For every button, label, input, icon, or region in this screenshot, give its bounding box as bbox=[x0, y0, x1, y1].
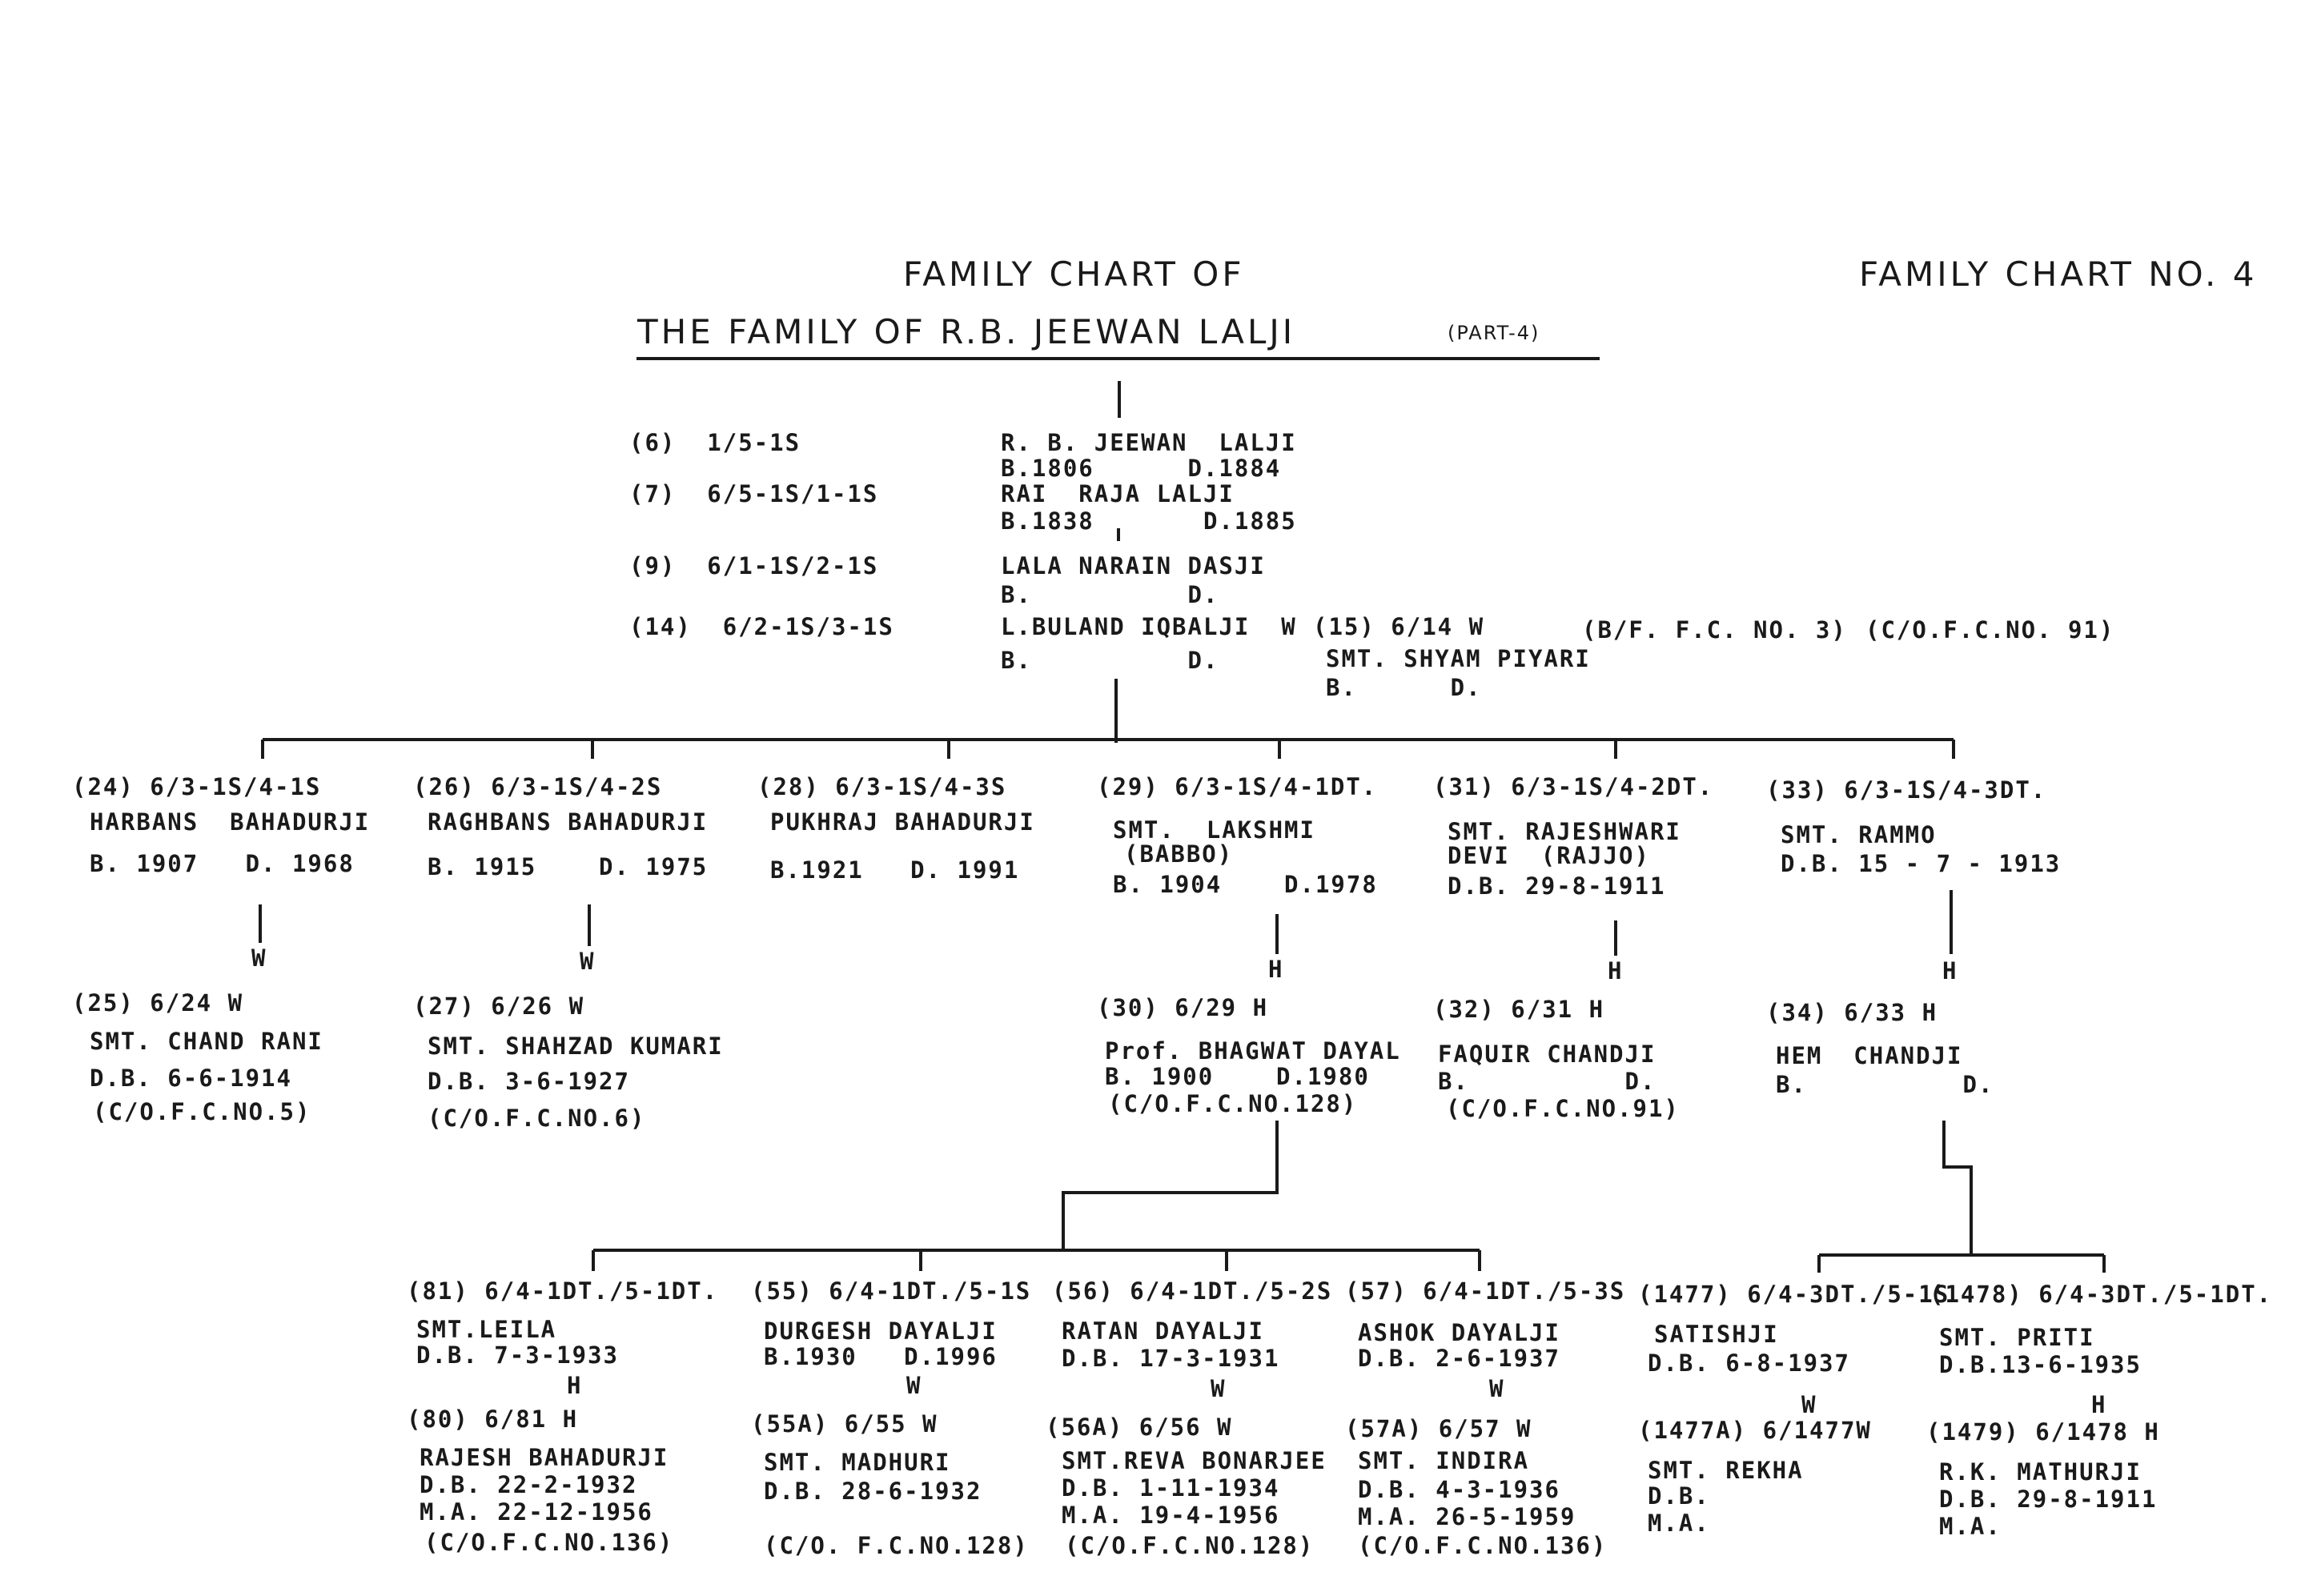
gen2-name: DURGESH DAYALJI bbox=[764, 1317, 998, 1345]
gen2-spouse-name: RAJESH BAHADURJI bbox=[420, 1444, 669, 1471]
gen2-spouse-code: (80) 6/81 H bbox=[407, 1406, 579, 1433]
gen2-spouse-name: R.K. MATHURJI bbox=[1939, 1458, 2142, 1486]
gen2-code: (57) 6/4-1DT./5-3S bbox=[1345, 1277, 1626, 1305]
ancestor-dates: B.1838 D.1885 bbox=[1001, 507, 1297, 535]
wife-mark: W bbox=[906, 1372, 922, 1399]
spouse-code: (15) 6/14 W bbox=[1313, 613, 1485, 640]
ancestor-name: RAI RAJA LALJI bbox=[1001, 480, 1235, 507]
gen2-spouse-marriage: M.A. bbox=[1648, 1510, 1710, 1537]
spouse-code: (27) 6/26 W bbox=[413, 992, 585, 1020]
gen1-dates: B.1921 D. 1991 bbox=[770, 856, 1020, 884]
wife-mark: W bbox=[1211, 1375, 1227, 1402]
spouse-code: (30) 6/29 H bbox=[1097, 994, 1269, 1021]
connector-33-children bbox=[1944, 1121, 1971, 1255]
gen2-name: RATAN DAYALJI bbox=[1062, 1317, 1264, 1345]
gen2-name: SATISHJI bbox=[1654, 1321, 1779, 1348]
gen1-dates: B. 1907 D. 1968 bbox=[90, 850, 355, 877]
gen1-code: (26) 6/3-1S/4-2S bbox=[413, 773, 663, 800]
husband-mark: H bbox=[1268, 956, 1284, 983]
spouse-dates: B. D. bbox=[1326, 674, 1482, 701]
spouse-ref-co: (C/O.F.C.NO. 91) bbox=[1865, 616, 2115, 644]
gen1-name: RAGHBANS BAHADURJI bbox=[428, 808, 709, 836]
gen2-spouse-dates: D.B. 1-11-1934 bbox=[1062, 1474, 1280, 1502]
gen1-code: (29) 6/3-1S/4-1DT. bbox=[1097, 773, 1378, 800]
ancestor-name: R. B. JEEWAN LALJI bbox=[1001, 429, 1297, 456]
gen2-spouse-code: (1479) 6/1478 H bbox=[1926, 1418, 2160, 1446]
spouse-dates: B. 1900 D.1980 bbox=[1105, 1063, 1370, 1090]
ancestor-code: (6) 1/5-1S bbox=[629, 429, 801, 456]
husband-mark: H bbox=[2091, 1391, 2107, 1418]
gen2-spouse-name: SMT.REVA BONARJEE bbox=[1062, 1447, 1327, 1474]
husband-mark: H bbox=[1608, 957, 1624, 984]
spouse-name: SMT. SHAHZAD KUMARI bbox=[428, 1033, 724, 1060]
spouse-ref-bf: (B/F. F.C. NO. 3) bbox=[1582, 616, 1847, 644]
gen2-ref: (C/O.F.C.NO.128) bbox=[1065, 1532, 1315, 1559]
gen1-name-line2: DEVI (RAJJO) bbox=[1448, 842, 1650, 869]
gen2-dates: D.B.13-6-1935 bbox=[1939, 1351, 2142, 1378]
gen2-spouse-marriage: M.A. 19-4-1956 bbox=[1062, 1502, 1280, 1529]
spouse-ref: (C/O.F.C.NO.91) bbox=[1446, 1095, 1680, 1122]
gen2-code: (81) 6/4-1DT./5-1DT. bbox=[407, 1277, 719, 1305]
wife-mark: W bbox=[580, 948, 596, 975]
gen2-dates: B.1930 D.1996 bbox=[764, 1343, 998, 1370]
spouse-code: (32) 6/31 H bbox=[1433, 996, 1605, 1023]
spouse-code: (34) 6/33 H bbox=[1766, 999, 1938, 1026]
gen2-dates: D.B. 17-3-1931 bbox=[1062, 1345, 1280, 1372]
ancestor-dates: B. D. bbox=[1001, 647, 1219, 674]
spouse-ref: (C/O.F.C.NO.128) bbox=[1108, 1090, 1358, 1117]
ancestor-code: (14) 6/2-1S/3-1S bbox=[629, 613, 894, 640]
gen2-spouse-dates: D.B. 4-3-1936 bbox=[1358, 1476, 1560, 1503]
gen2-spouse-code: (57A) 6/57 W bbox=[1345, 1415, 1532, 1442]
gen2-name: ASHOK DAYALJI bbox=[1358, 1319, 1560, 1346]
chart-title-part: (PART-4) bbox=[1448, 322, 1540, 344]
spouse-name: HEM CHANDJI bbox=[1776, 1042, 1963, 1069]
spouse-ref: (C/O.F.C.NO.6) bbox=[428, 1105, 646, 1132]
gen2-dates: D.B. 7-3-1933 bbox=[416, 1341, 619, 1369]
wife-mark: W bbox=[251, 944, 267, 972]
gen2-spouse-marriage: M.A. 26-5-1959 bbox=[1358, 1503, 1576, 1530]
ancestor-dates: B. D. bbox=[1001, 581, 1219, 608]
ancestor-code: (9) 6/1-1S/2-1S bbox=[629, 552, 879, 579]
gen1-dates: B. 1915 D. 1975 bbox=[428, 853, 709, 880]
gen2-spouse-dates: D.B. bbox=[1648, 1482, 1710, 1510]
gen2-dates: D.B. 2-6-1937 bbox=[1358, 1345, 1560, 1372]
spouse-code: (25) 6/24 W bbox=[72, 989, 244, 1017]
chart-title-line2: THE FAMILY OF R.B. JEEWAN LALJI bbox=[637, 312, 1296, 351]
gen1-name: SMT. RAJESHWARI bbox=[1448, 818, 1681, 845]
spouse-name: FAQUIR CHANDJI bbox=[1438, 1041, 1656, 1068]
gen2-dates: D.B. 6-8-1937 bbox=[1648, 1349, 1850, 1377]
gen1-dates: B. 1904 D.1978 bbox=[1113, 871, 1378, 898]
gen2-spouse-marriage: M.A. 22-12-1956 bbox=[420, 1498, 653, 1526]
ancestor-name: LALA NARAIN DASJI bbox=[1001, 552, 1266, 579]
gen2-name: SMT. PRITI bbox=[1939, 1324, 2095, 1351]
spouse-name: SMT. CHAND RANI bbox=[90, 1028, 323, 1055]
connector-29-children bbox=[1063, 1121, 1277, 1250]
gen2-code: (1478) 6/4-3DT./5-1DT. bbox=[1930, 1281, 2273, 1308]
gen2-code: (55) 6/4-1DT./5-1S bbox=[751, 1277, 1032, 1305]
gen2-spouse-name: SMT. REKHA bbox=[1648, 1457, 1804, 1484]
chart-title-line1: FAMILY CHART OF bbox=[903, 255, 1245, 294]
gen1-name: SMT. LAKSHMI bbox=[1113, 816, 1315, 844]
gen2-ref: (C/O. F.C.NO.128) bbox=[764, 1532, 1029, 1559]
gen1-code: (31) 6/3-1S/4-2DT. bbox=[1433, 773, 1714, 800]
gen1-dates: D.B. 15 - 7 - 1913 bbox=[1781, 850, 2062, 877]
gen2-spouse-code: (56A) 6/56 W bbox=[1046, 1414, 1233, 1441]
ancestor-code: (7) 6/5-1S/1-1S bbox=[629, 480, 879, 507]
gen1-name-line2: (BABBO) bbox=[1124, 840, 1234, 868]
gen1-code: (33) 6/3-1S/4-3DT. bbox=[1766, 776, 2047, 804]
gen2-spouse-dates: D.B. 28-6-1932 bbox=[764, 1478, 982, 1505]
gen2-spouse-code: (55A) 6/55 W bbox=[751, 1410, 938, 1438]
wife-mark: W bbox=[1801, 1391, 1817, 1418]
gen2-name: SMT.LEILA bbox=[416, 1316, 557, 1343]
gen1-code: (28) 6/3-1S/4-3S bbox=[757, 773, 1007, 800]
gen1-name: PUKHRAJ BAHADURJI bbox=[770, 808, 1035, 836]
ancestor-dates: B.1806 D.1884 bbox=[1001, 455, 1282, 482]
spouse-dates: B. D. bbox=[1438, 1068, 1656, 1095]
gen2-ref: (C/O.F.C.NO.136) bbox=[424, 1529, 674, 1556]
chart-number: FAMILY CHART NO. 4 bbox=[1859, 255, 2258, 294]
gen1-code: (24) 6/3-1S/4-1S bbox=[72, 773, 322, 800]
wife-mark: W bbox=[1489, 1375, 1505, 1402]
gen2-spouse-name: SMT. MADHURI bbox=[764, 1449, 951, 1476]
spouse-dates: B. D. bbox=[1776, 1071, 1994, 1098]
gen2-code: (1477) 6/4-3DT./5-1S bbox=[1638, 1281, 1950, 1308]
spouse-ref: (C/O.F.C.NO.5) bbox=[93, 1098, 311, 1125]
gen2-spouse-dates: D.B. 29-8-1911 bbox=[1939, 1486, 2158, 1513]
husband-mark: H bbox=[567, 1372, 583, 1399]
gen2-spouse-code: (1477A) 6/1477W bbox=[1638, 1417, 1872, 1444]
gen2-spouse-name: SMT. INDIRA bbox=[1358, 1447, 1530, 1474]
gen2-spouse-marriage: M.A. bbox=[1939, 1513, 2002, 1540]
gen1-name: HARBANS BAHADURJI bbox=[90, 808, 371, 836]
gen1-name: SMT. RAMMO bbox=[1781, 821, 1937, 848]
spouse-dates: D.B. 3-6-1927 bbox=[428, 1068, 630, 1095]
gen2-code: (56) 6/4-1DT./5-2S bbox=[1052, 1277, 1333, 1305]
husband-mark: H bbox=[1942, 957, 1958, 984]
gen1-dates: D.B. 29-8-1911 bbox=[1448, 872, 1666, 900]
gen2-spouse-dates: D.B. 22-2-1932 bbox=[420, 1471, 638, 1498]
ancestor-name: L.BULAND IQBALJI W bbox=[1001, 613, 1297, 640]
spouse-name: Prof. BHAGWAT DAYAL bbox=[1105, 1037, 1401, 1065]
gen2-ref: (C/O.F.C.NO.136) bbox=[1358, 1532, 1608, 1559]
spouse-dates: D.B. 6-6-1914 bbox=[90, 1065, 292, 1092]
spouse-name: SMT. SHYAM PIYARI bbox=[1326, 645, 1591, 672]
